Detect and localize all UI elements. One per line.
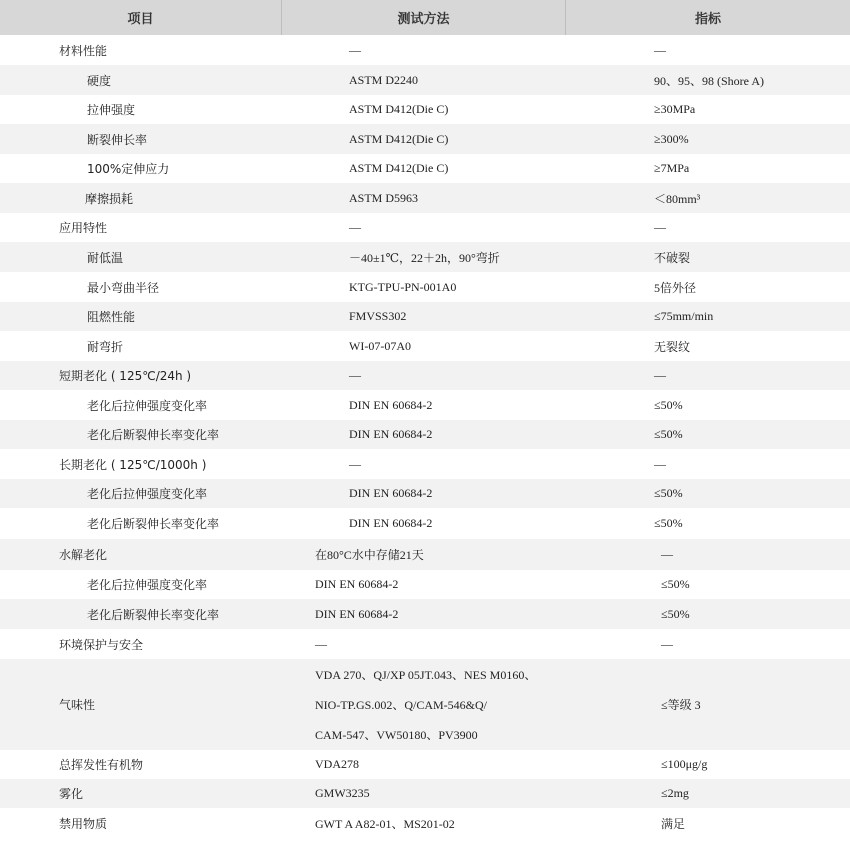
- table-header: [0, 0, 850, 35]
- table-row: [0, 808, 850, 838]
- table-row: [0, 599, 850, 629]
- method-value: —: [349, 42, 361, 57]
- spec-value: ≤等级 3: [661, 698, 701, 712]
- cell-item: [0, 508, 282, 539]
- method-value: WI-07-07A0: [349, 338, 411, 353]
- cell-item: [0, 272, 282, 302]
- cell-spec: [566, 420, 850, 449]
- cell-method: [282, 659, 566, 750]
- cell-spec: [566, 750, 850, 779]
- spec-value: 5倍外径: [654, 280, 697, 295]
- cell-spec: [566, 302, 850, 331]
- cell-method: [282, 420, 566, 449]
- method-value: DIN EN 60684-2: [315, 606, 399, 621]
- table-row: [0, 570, 850, 599]
- item-label: 长期老化 ( 125℃/1000h ): [59, 457, 207, 472]
- method-value: GMW3235: [315, 786, 370, 800]
- method-value: ASTM D412(Die C): [349, 161, 449, 175]
- method-value: DIN EN 60684-2: [349, 516, 433, 530]
- item-label: 水解老化: [59, 548, 108, 562]
- item-label: 老化后断裂伸长率变化率: [87, 607, 220, 622]
- item-label: 禁用物质: [59, 816, 108, 831]
- cell-spec: [566, 808, 850, 838]
- item-label: 老化后拉伸强度变化率: [87, 487, 208, 501]
- cell-method: [282, 95, 566, 124]
- cell-spec: [566, 779, 850, 808]
- cell-item: [0, 361, 282, 390]
- cell-item: [0, 779, 282, 808]
- method-value: ASTM D412(Die C): [349, 131, 449, 146]
- method-value: DIN EN 60684-2: [349, 486, 433, 500]
- cell-item: [0, 479, 282, 508]
- cell-item: [0, 183, 282, 213]
- table-row: [0, 331, 850, 361]
- method-value: 在80°C水中存储21天: [315, 548, 424, 562]
- table-row: [0, 183, 850, 213]
- cell-method: [282, 272, 566, 302]
- spec-value: ≤75mm/min: [654, 309, 714, 323]
- table-row: [0, 539, 850, 570]
- item-label: 应用特性: [59, 221, 108, 235]
- cell-method: [282, 479, 566, 508]
- method-value: —: [349, 368, 361, 382]
- cell-spec: [566, 65, 850, 95]
- cell-spec: [566, 539, 850, 570]
- item-label: 老化后断裂伸长率变化率: [87, 428, 220, 442]
- item-label: 硬度: [87, 73, 112, 88]
- spec-value: —: [654, 368, 666, 382]
- table-row: [0, 750, 850, 779]
- cell-method: [282, 35, 566, 65]
- spec-value: 90、95、98 (Shore A): [654, 73, 764, 88]
- method-value: DIN EN 60684-2: [349, 397, 433, 412]
- item-label: 气味性: [59, 698, 96, 712]
- cell-item: [0, 599, 282, 629]
- cell-method: [282, 599, 566, 629]
- method-value: KTG-TPU-PN-001A0: [349, 279, 457, 294]
- method-line: CAM-547、VW50180、PV3900: [315, 727, 478, 742]
- cell-method: [282, 65, 566, 95]
- table-row: [0, 124, 850, 154]
- cell-spec: [566, 331, 850, 361]
- spec-value: ≤100μg/g: [661, 757, 708, 771]
- item-label: 100%定伸应力: [87, 162, 170, 176]
- cell-method: [282, 508, 566, 539]
- cell-spec: [566, 629, 850, 659]
- table-row: [0, 35, 850, 65]
- cell-spec: [566, 449, 850, 479]
- table-row: [0, 302, 850, 331]
- spec-value: 不破裂: [654, 250, 691, 265]
- method-value: —: [349, 456, 361, 471]
- method-value: GWT A A82-01、MS201-02: [315, 816, 455, 831]
- cell-method: [282, 213, 566, 242]
- cell-item: [0, 449, 282, 479]
- method-value: ASTM D5963: [349, 190, 419, 205]
- item-label: 耐弯折: [87, 339, 124, 354]
- cell-spec: [566, 479, 850, 508]
- spec-value: —: [661, 547, 673, 561]
- cell-spec: [566, 508, 850, 539]
- table-row: [0, 65, 850, 95]
- cell-method: [282, 242, 566, 272]
- cell-item: [0, 750, 282, 779]
- spec-value: ≤50%: [654, 427, 683, 441]
- cell-method: [282, 183, 566, 213]
- method-value: DIN EN 60684-2: [349, 427, 433, 441]
- table-row: [0, 629, 850, 659]
- spec-value: —: [661, 636, 673, 651]
- table-row: [0, 242, 850, 272]
- item-label: 拉伸强度: [87, 103, 136, 117]
- table-row: [0, 479, 850, 508]
- cell-spec: [566, 213, 850, 242]
- cell-item: [0, 629, 282, 659]
- table-row: [0, 95, 850, 124]
- spec-value: —: [654, 456, 666, 471]
- method-line: VDA 270、QJ/XP 05JT.043、NES M0160、: [315, 667, 537, 682]
- item-label: 老化后拉伸强度变化率: [87, 578, 208, 592]
- header-spec: 指标: [694, 12, 721, 27]
- cell-item: [0, 302, 282, 331]
- table-body: [0, 35, 850, 838]
- table-row: [0, 420, 850, 449]
- spec-value: ≤50%: [661, 577, 690, 591]
- item-label: 材料性能: [59, 43, 108, 58]
- cell-spec: [566, 361, 850, 390]
- spec-value: ≤50%: [654, 516, 683, 530]
- item-label: 老化后拉伸强度变化率: [87, 398, 208, 413]
- cell-item: [0, 659, 282, 750]
- cell-item: [0, 213, 282, 242]
- spec-value: ≤50%: [654, 486, 683, 500]
- cell-method: [282, 570, 566, 599]
- cell-spec: [566, 124, 850, 154]
- cell-spec: [566, 272, 850, 302]
- cell-item: [0, 35, 282, 65]
- method-line: NIO-TP.GS.002、Q/CAM-546&Q/: [315, 697, 488, 712]
- item-label: 耐低温: [87, 250, 124, 265]
- spec-value: 无裂纹: [654, 339, 691, 354]
- cell-method: [282, 361, 566, 390]
- item-label: 雾化: [59, 787, 84, 801]
- spec-value: ≥300%: [654, 131, 689, 146]
- method-value: FMVSS302: [349, 309, 407, 323]
- cell-item: [0, 570, 282, 599]
- spec-value: —: [654, 220, 666, 234]
- cell-method: [282, 750, 566, 779]
- item-label: 总挥发性有机物: [59, 758, 144, 772]
- cell-spec: [566, 390, 850, 420]
- item-label: 最小弯曲半径: [87, 280, 160, 295]
- cell-spec: [566, 35, 850, 65]
- table-row: [0, 390, 850, 420]
- item-label: 环境保护与安全: [59, 637, 144, 652]
- cell-method: [282, 539, 566, 570]
- cell-method: [282, 331, 566, 361]
- spec-value: ≥30MPa: [654, 102, 696, 116]
- spec-value: ≤50%: [654, 397, 683, 412]
- cell-method: [282, 154, 566, 183]
- table-row: [0, 213, 850, 242]
- table-row: [0, 508, 850, 539]
- item-label: 老化后断裂伸长率变化率: [87, 517, 220, 531]
- table-row: [0, 154, 850, 183]
- item-label: 摩擦损耗: [85, 191, 134, 206]
- item-label: 短期老化 ( 125℃/24h ): [59, 369, 192, 383]
- cell-item: [0, 124, 282, 154]
- cell-spec: [566, 183, 850, 213]
- cell-item: [0, 808, 282, 838]
- header-item: 项目: [0, 0, 282, 35]
- table-row: [0, 779, 850, 808]
- method-value: DIN EN 60684-2: [315, 577, 399, 591]
- method-value: ASTM D2240: [349, 72, 419, 87]
- cell-spec: [566, 659, 850, 750]
- method-value: —: [315, 636, 327, 651]
- cell-spec: [566, 95, 850, 124]
- cell-item: [0, 390, 282, 420]
- cell-method: [282, 629, 566, 659]
- cell-method: [282, 302, 566, 331]
- spec-value: —: [654, 42, 666, 57]
- item-label: 阻燃性能: [87, 310, 136, 324]
- cell-item: [0, 95, 282, 124]
- method-value: —: [349, 220, 361, 234]
- cell-item: [0, 242, 282, 272]
- table-row: [0, 449, 850, 479]
- method-value: －40±1℃，22＋2h，90°弯折: [349, 250, 500, 265]
- cell-method: [282, 779, 566, 808]
- cell-item: [0, 331, 282, 361]
- cell-spec: [566, 599, 850, 629]
- cell-spec: [566, 242, 850, 272]
- cell-spec: [566, 154, 850, 183]
- spec-value: 满足: [661, 816, 686, 831]
- cell-item: [0, 154, 282, 183]
- item-label: 断裂伸长率: [87, 132, 148, 147]
- table-row: [0, 272, 850, 302]
- cell-item: [0, 65, 282, 95]
- cell-method: [282, 449, 566, 479]
- method-value: VDA278: [315, 757, 359, 771]
- spec-value: ≤2mg: [661, 786, 689, 800]
- cell-method: [282, 390, 566, 420]
- method-value: ASTM D412(Die C): [349, 102, 449, 116]
- spec-value: ＜80mm³: [654, 191, 701, 206]
- header-method: 测试方法: [282, 0, 566, 35]
- spec-value: ≤50%: [661, 606, 690, 621]
- spec-value: ≥7MPa: [654, 161, 690, 175]
- cell-item: [0, 539, 282, 570]
- cell-method: [282, 808, 566, 838]
- cell-method: [282, 124, 566, 154]
- cell-spec: [566, 570, 850, 599]
- cell-item: [0, 420, 282, 449]
- table-row: [0, 659, 850, 750]
- table-row: [0, 361, 850, 390]
